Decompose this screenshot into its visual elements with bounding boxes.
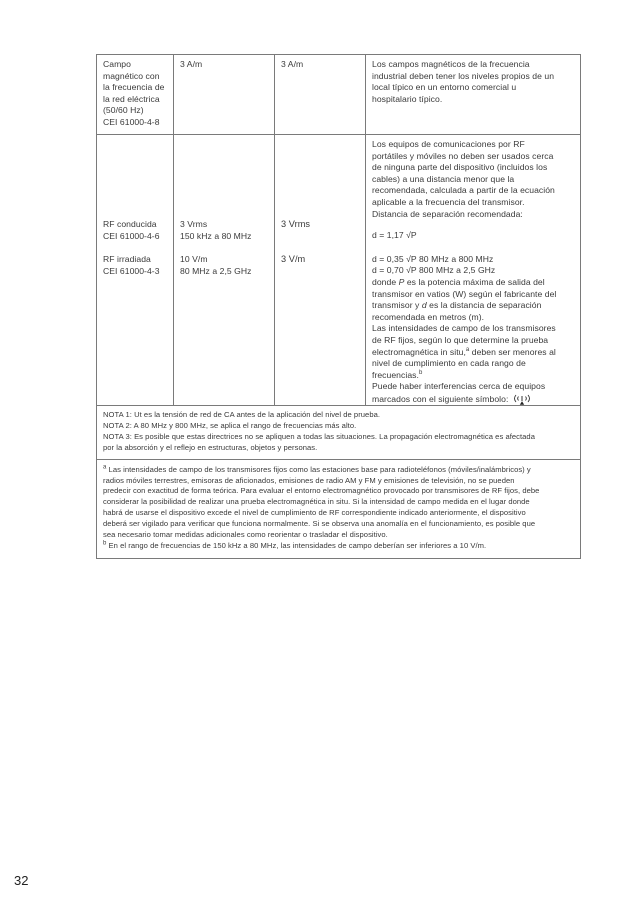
formula-radiated-low: d = 0,35 √P 80 MHz a 800 MHz [372,253,494,264]
rf-intro-line: Distancia de separación recomendada: [372,208,523,219]
rf-conducted-test-level: 3 Vrms [180,219,208,229]
field-strength-line-a: electromagnética in situ,$^a$ deben ser menores al [372,346,556,357]
field-strength-line: de RF fijos, según lo que determine la prueba [372,334,549,345]
phenomenon-cell [97,55,174,135]
footnote-b-line: $^b$ En el rango de frecuencias de 150 kHz a 80 MHz, las intensidades de campo deberían ser inferiores a 10 V/m. [103,540,487,550]
rf-intro-line: de ninguna parte del dispositivo (incluidos los [372,162,548,173]
compliance-level: 3 A/m [281,59,304,69]
rf-radiated-test-level: 10 V/m [180,254,208,265]
compliance-cell [275,55,366,135]
rf-intro-line: portátiles y móviles no deben ser usados cerca [372,150,554,161]
guidance-line: industrial deben tener los niveles propios de un [372,70,555,81]
emc-guidance-table [96,54,581,559]
p-definition: donde P es la potencia máxima de salida del [372,276,545,287]
rf-intro-line: recomendada, calculada a partir de la ecuación [372,185,555,196]
rf-intro-line: Los equipos de comunicaciones por RF [372,139,525,149]
field-strength-line-b: frecuencias.$^b$ [372,369,423,380]
footnote-a-line: radios móviles terrestres, emisoras de aficionados, emisiones de radio AM y FM y emisiones de televisión, no se pueden [103,475,515,485]
formula-radiated-high: d = 0,70 √P 800 MHz a 2,5 GHz [372,265,496,276]
rf-radiated-name: RF irradiada [103,254,151,265]
interference-line: Puede haber interferencias cerca de equipos [372,381,546,392]
rf-conducted-name: RF conducida [103,219,157,229]
footnote-a-line: sea necesario tomar medidas adicionales como reorientar o trasladar el dispositivo. [103,530,388,540]
rf-test-level-cell [174,135,275,406]
d-definition: transmisor y d es la distancia de separación [372,300,542,311]
table-row-notes [97,406,581,459]
guidance-line: Los campos magnéticos de la frecuencia [372,59,530,69]
phenomenon-line: CEI 61000-4-8 [103,116,160,127]
field-strength-line: Las intensidades de campo de los transmisores [372,323,556,334]
note-line: NOTA 1: Ut es la tensión de red de CA antes de la aplicación del nivel de prueba. [103,410,381,420]
footnote-a-line: deberá ser vigilado para verificar que funciona normalmente. Si se observa una anomalía en el funcionamiento, es posible que [103,519,536,529]
guidance-line: hospitalario típico. [372,93,443,104]
footnote-a-line: predecir con exactitud de forma teórica. Para evaluar el entorno electromagnético provocado por transmisores de RF fijos, debe [103,486,540,496]
interference-symbol-line: marcados con el siguiente símbolo: [372,393,574,406]
phenomenon-line: (50/60 Hz) [103,105,144,116]
rf-intro-line: aplicable a la frecuencia del transmisor. [372,196,525,207]
footnote-a-line: habrá de usarse el dispositivo excede el nivel de cumplimiento de RF correspondiente indicado anteriormente, el dispositivo [103,508,526,518]
guidance-cell [366,55,581,135]
phenomenon-line: Campo [103,59,131,69]
note-line: NOTA 3: Es posible que estas directrices no se apliquen a todas las situaciones. La propagación electromagnética es afectada [103,432,535,442]
table-row-rf [97,135,581,406]
rf-radiated-standard: CEI 61000-4-3 [103,265,160,276]
rf-intro-line: cables) a una distancia menor que la [372,173,515,184]
rf-guidance-cell [366,135,581,406]
d-definition-cont: recomendada en metros (m). [372,311,485,322]
test-level-cell [174,55,275,135]
rf-phenomenon-cell [97,135,174,406]
rf-conducted-test-range: 150 kHz a 80 MHz [180,230,252,241]
p-definition-cont: transmisor en vatios (W) según el fabricante del [372,288,557,299]
page-number: 32 [14,873,29,888]
notes-cell [97,406,581,459]
non-ionizing-radiation-icon [511,393,533,405]
footnote-mark-a: a [103,464,107,471]
table-row-footnotes [97,459,581,558]
footnote-ref-a: a [465,346,470,353]
footnote-ref-b: b [418,369,423,376]
phenomenon-line: la frecuencia de [103,82,165,93]
rf-compliance-cell [275,135,366,406]
field-strength-line: nivel de cumplimiento en cada rango de [372,358,526,369]
rf-radiated-compliance: 3 V/m [281,254,306,265]
rf-conducted-compliance: 3 Vrms [281,219,311,229]
footnotes-cell [97,459,581,558]
rf-conducted-standard: CEI 61000-4-6 [103,230,160,241]
table-row-magnetic-field [97,55,581,135]
phenomenon-line: magnético con [103,70,160,81]
footnote-mark-b: b [103,540,107,547]
test-level: 3 A/m [180,59,203,69]
rf-radiated-test-range: 80 MHz a 2,5 GHz [180,265,252,276]
footnote-a-line: $^a$ Las intensidades de campo de los transmisores fijos como las estaciones base para radioteléfonos (móviles/inalámbricos) y [103,464,531,474]
footnote-a-line: considerar la posibilidad de realizar una prueba electromagnética in situ. Si la intensidad de campo medida en el lugar donde [103,497,530,507]
note-line: NOTA 2: A 80 MHz y 800 MHz, se aplica el rango de frecuencias más alto. [103,421,357,431]
note-line: por la absorción y el reflejo en estructuras, objetos y personas. [103,442,318,452]
formula-conducted: d = 1,17 √P [372,230,417,241]
phenomenon-line: la red eléctrica [103,93,160,104]
guidance-line: local típico en un entorno comercial u [372,82,517,93]
